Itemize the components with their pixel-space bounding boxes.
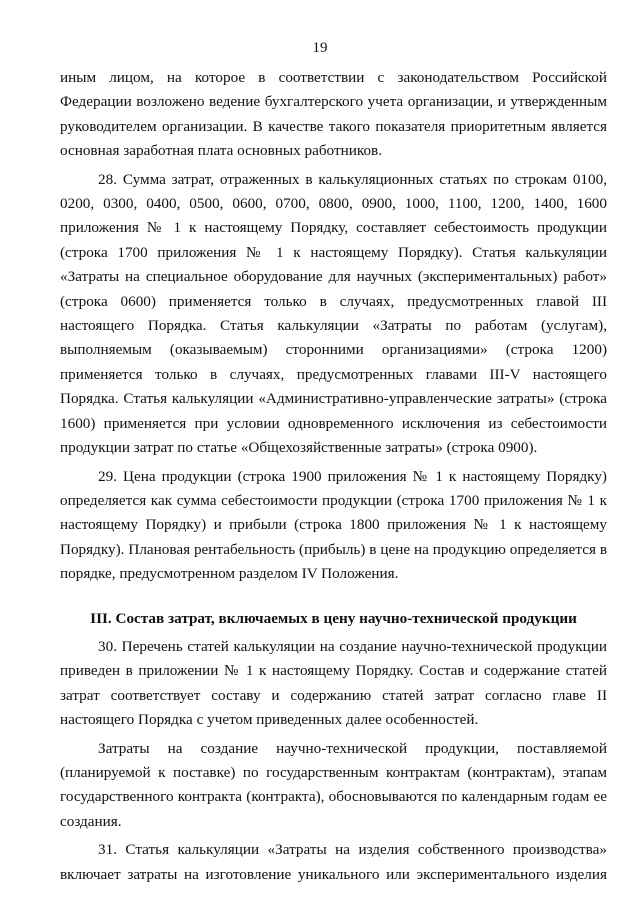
paragraph-31: 31. Статья калькуляции «Затраты на изделия собственного производства» включает затраты на изготовление уникального или экспериментального изделия: [60, 841, 607, 883]
paragraph-29: 29. Цена продукции (строка 1900 приложения № 1 к настоящему Порядку) определяется как сумма себестоимости продукции (строка 1700 приложения № 1 к настоящему Порядку) и прибыли (строка 1800 приложения № 1 к настоящему Порядку). Плановая рентабельность (прибыль) в цене на продукцию определяется в порядке, предусмотренном разделом IV Положения.: [60, 467, 607, 583]
document-body: [60, 66, 607, 887]
paragraph-continuation: иным лицом, на которое в соответствии с законодательством Российской Федерации возложено ведение бухгалтерского учета организации, и утвержденным руководителем организации. В качестве такого показателя приоритетным является основная заработная плата основных работников.: [60, 69, 607, 160]
paragraph-30: 30. Перечень статей калькуляции на создание научно-технической продукции приведен в приложении № 1 к настоящему Порядку. Состав и содержание статей затрат соответствует составу и содержанию статей затрат согласно главе II настоящего Порядка с учетом приведенных далее особенностей.: [60, 637, 607, 729]
paragraph-28: 28. Сумма затрат, отраженных в калькуляционных статьях по строкам 0100, 0200, 0300, 0400, 0500, 0600, 0700, 0800, 0900, 1000, 1100, 1200, 1400, 1600 приложения № 1 к настоящему Порядку, составляет себестоимость продукции (строка 1700 приложения № 1 к настоящему Порядку). Статья калькуляции «Затраты на специальное оборудование для научных (экспериментальных) работ» (строка 0600) применяется только в случаях, предусмотренных главой III настоящего Порядка. Статья калькуляции «Затраты по работам (услугам), выполняемым (оказываемым) сторонними организациями» (строка 1200) применяется только в случаях, предусмотренных главами III-V настоящего Порядка. Статья калькуляции «Административно-управленческие затраты» (строка 1600) применяется при условии одновременного исключения из себестоимости продукции затрат по статье «Общехозяйственные затраты» (строка 0900).: [60, 170, 607, 457]
section-heading: III. Состав затрат, включаемых в цену научно-технической продукции: [90, 609, 577, 627]
paragraph-30-continued: Затраты на создание научно-технической продукции, поставляемой (планируемой к поставке) по государственным контрактам (контрактам), этапам государственного контракта (контракта), обосновываются по календарным годам ее создания.: [60, 739, 607, 830]
page-number: 19: [312, 40, 328, 56]
